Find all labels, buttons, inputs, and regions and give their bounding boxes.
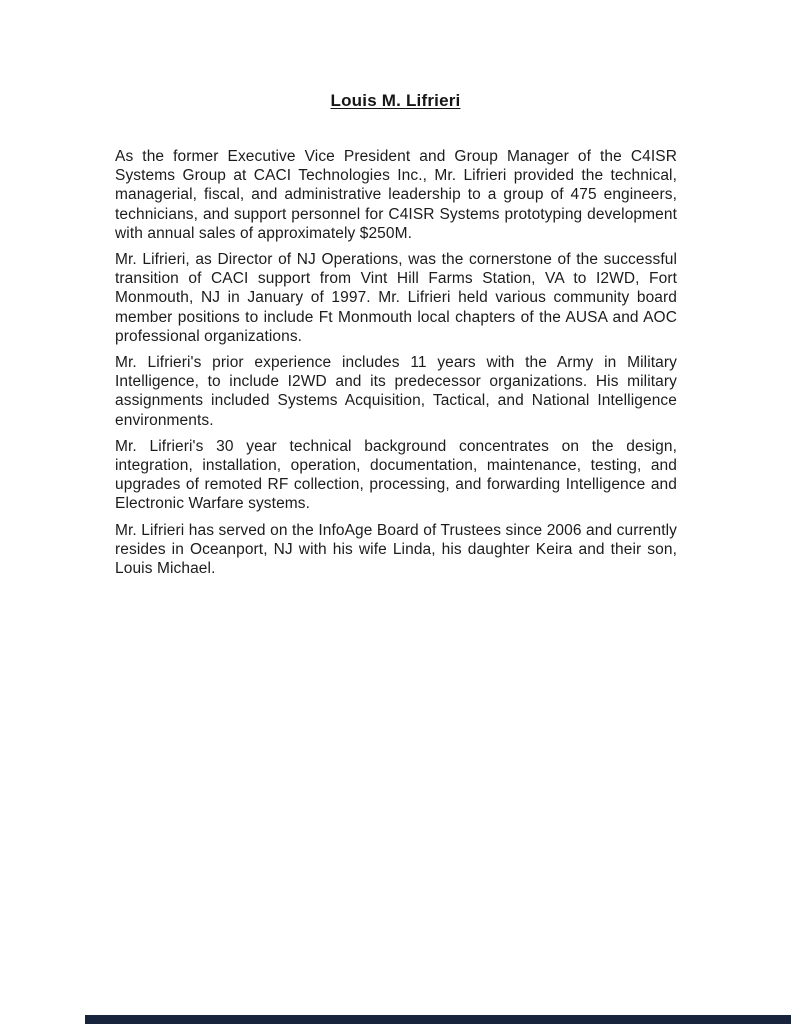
page-title-text: Louis M. Lifrieri [330,91,461,110]
paragraph-1: As the former Executive Vice President and Group Manager of the C4ISR Systems Group at CACI Technologies Inc., Mr. Lifrieri provided the technical, managerial, fiscal, and administrative leadership to a group of 475 engineers, technicians, and support personnel for C4ISR Systems prototyping development with annual sales of approximately $250M. [115,148,677,242]
page-title [0,90,791,111]
paragraph-2: Mr. Lifrieri, as Director of NJ Operations, was the cornerstone of the successful transition of CACI support from Vint Hill Farms Station, VA to I2WD, Fort Monmouth, NJ in January of 1997. Mr. Lifrieri held various community board member positions to include Ft Monmouth local chapters of the AUSA and AOC professional organizations. [115,251,677,345]
paragraph-3: Mr. Lifrieri's prior experience includes 11 years with the Army in Military Intelligence, to include I2WD and its predecessor organizations. His military assignments included Systems Acquisition, Tactical, and National Intelligence environments. [115,354,677,429]
paragraph-5: Mr. Lifrieri has served on the InfoAge Board of Trustees since 2006 and currently resides in Oceanport, NJ with his wife Linda, his daughter Keira and their son, Louis Michael. [115,521,677,578]
paragraph-4: Mr. Lifrieri's 30 year technical background concentrates on the design, integration, installation, operation, documentation, maintenance, testing, and upgrades of remoted RF collection, processing, and forwarding Intelligence and Electronic Warfare systems. [115,437,677,513]
scan-artifact-bar [85,1015,791,1024]
document-body [115,147,677,578]
